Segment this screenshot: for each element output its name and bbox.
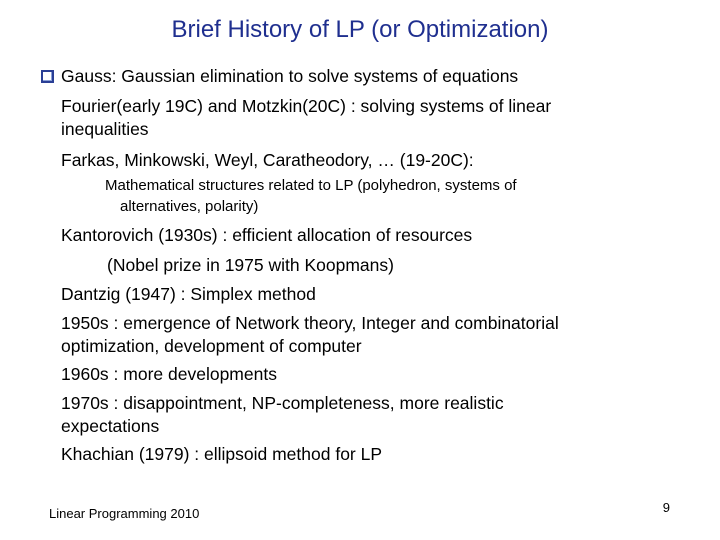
footer-text: Linear Programming 2010 xyxy=(49,506,200,521)
line-fourier-2: inequalities xyxy=(61,119,149,139)
line-1970s-2: expectations xyxy=(61,416,160,436)
line-nobel-prize: (Nobel prize in 1975 with Koopmans) xyxy=(107,255,394,275)
line-farkas: Farkas, Minkowski, Weyl, Caratheodory, … (19-20C): xyxy=(61,150,474,170)
page-number: 9 xyxy=(662,500,670,515)
line-khachian: Khachian (1979) : ellipsoid method for LP xyxy=(61,444,383,464)
square-bullet-icon xyxy=(41,70,54,83)
line-1950s-2: optimization, development of computer xyxy=(61,336,362,356)
line-1970s-1: 1970s : disappointment, NP-completeness, more realistic xyxy=(61,393,504,413)
line-fourier-1: Fourier(early 19C) and Motzkin(20C) : solving systems of linear xyxy=(61,96,552,116)
line-math-structures-2: alternatives, polarity) xyxy=(120,198,259,215)
line-1950s-1: 1950s : emergence of Network theory, Integer and combinatorial xyxy=(61,313,559,333)
line-math-structures-1: Mathematical structures related to LP (polyhedron, systems of xyxy=(105,177,517,194)
line-gauss: Gauss: Gaussian elimination to solve systems of equations xyxy=(61,66,519,86)
slide-title: Brief History of LP (or Optimization) xyxy=(171,16,549,43)
line-1960s: 1960s : more developments xyxy=(61,364,277,384)
line-dantzig: Dantzig (1947) : Simplex method xyxy=(61,284,316,304)
line-kantorovich: Kantorovich (1930s) : efficient allocation of resources xyxy=(61,225,473,245)
